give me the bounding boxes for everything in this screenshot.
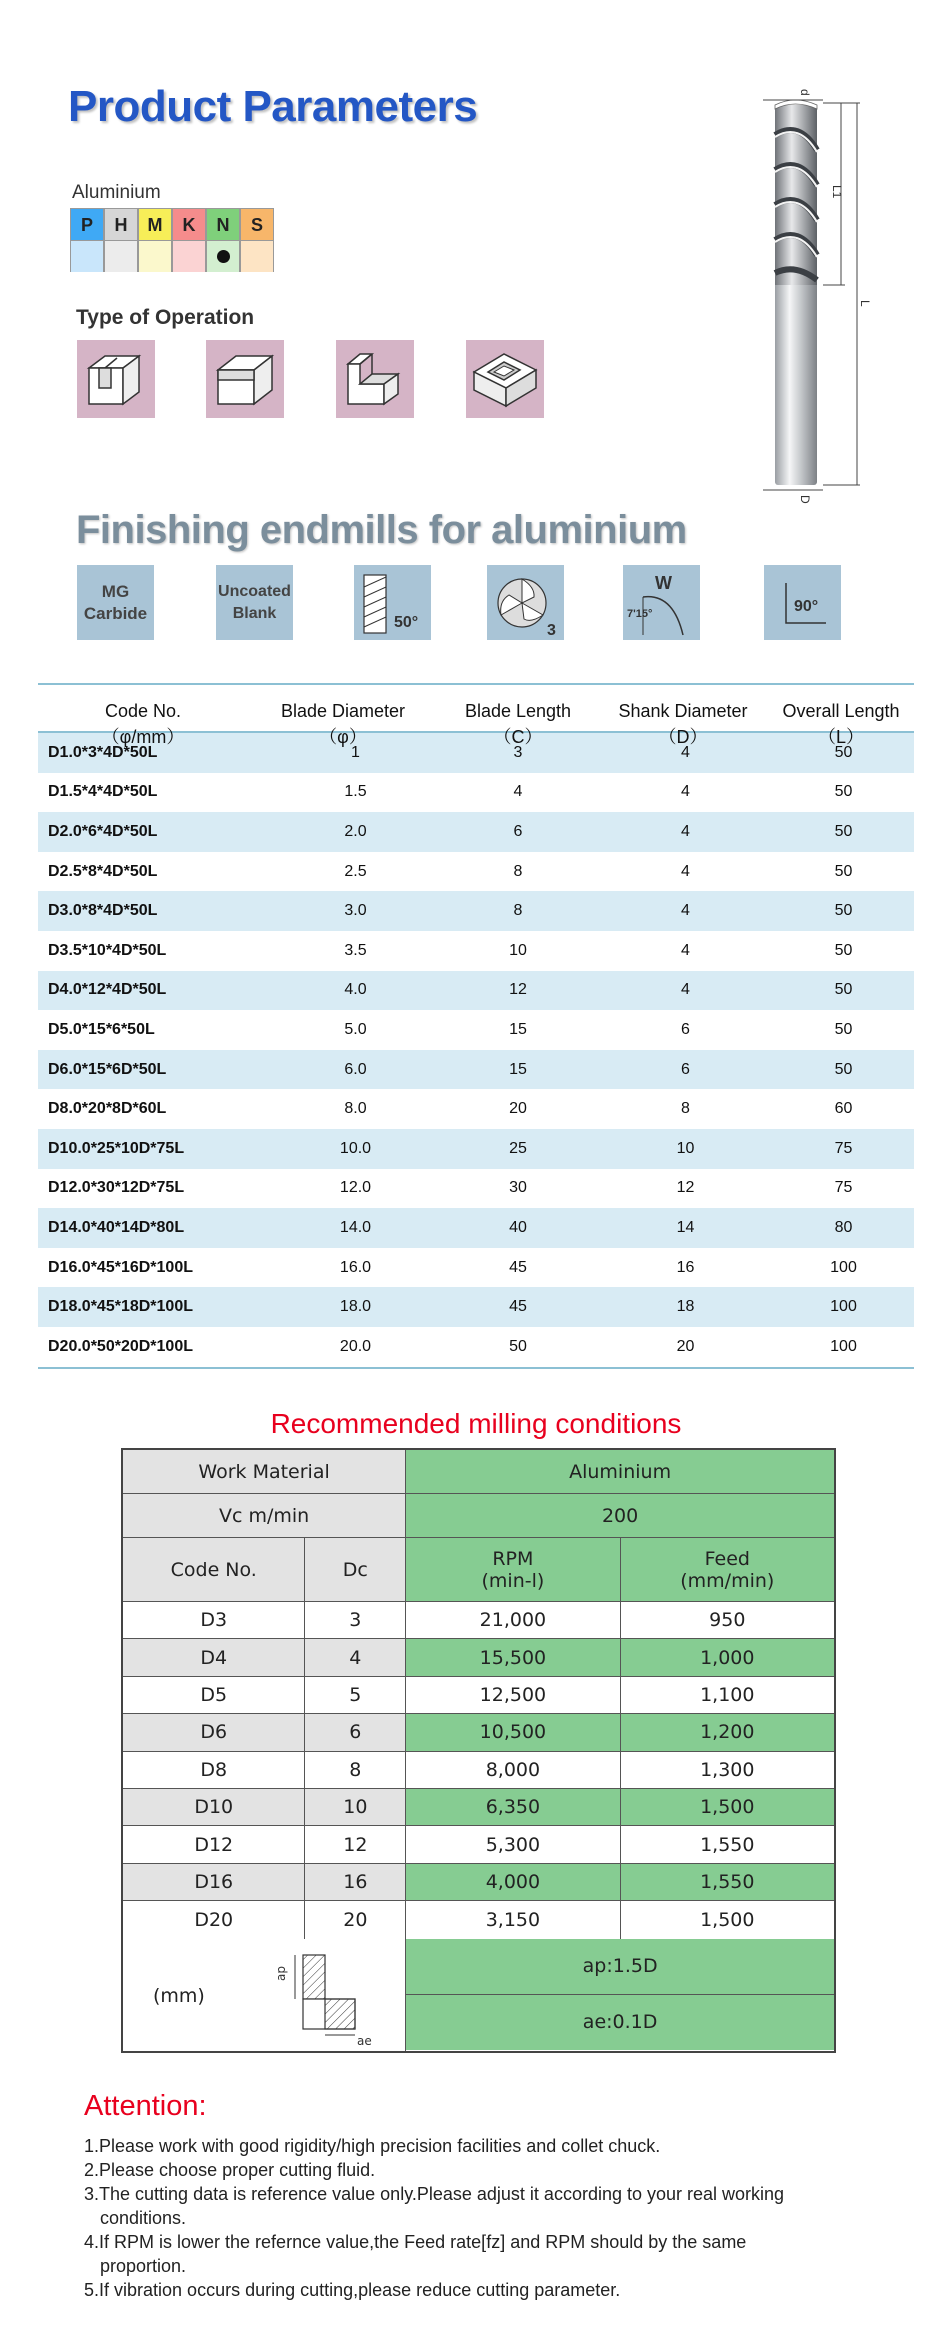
table-cell: 60: [834, 1100, 853, 1118]
iso-letter: M: [139, 209, 171, 241]
table-cell: 50: [509, 1337, 527, 1355]
vc-label: Vc m/min: [123, 1494, 406, 1537]
table-cell: 10: [676, 1139, 695, 1157]
table-cell: 4: [681, 822, 690, 840]
table-cell: D1.0*3*4D*50L: [48, 743, 158, 761]
attention-item: [84, 2158, 375, 2182]
table-cell: D20: [123, 1901, 305, 1938]
attention-line: 1.Please work with good rigidity/high precision facilities and collet chuck.: [84, 2136, 661, 2156]
table-cell: D4: [123, 1639, 305, 1675]
table-cell: D16.0*45*16D*100L: [48, 1258, 193, 1276]
coating-line1: Uncoated: [218, 582, 291, 600]
table-cell: D12.0*30*12D*75L: [48, 1179, 185, 1197]
helix-angle-icon: [354, 565, 431, 640]
table-cell: D10: [123, 1789, 305, 1825]
iso-group-s: [240, 208, 274, 272]
table-row: [123, 1677, 834, 1714]
table-cell: D3: [123, 1602, 305, 1638]
table-row: [38, 1287, 914, 1327]
table-cell: 50: [834, 902, 853, 920]
milling-conditions-table: [121, 1448, 836, 2053]
table-row: [38, 1169, 914, 1209]
table-row: [38, 1327, 914, 1367]
table-row: [123, 1639, 834, 1676]
table-cell: D18.0*45*18D*100L: [48, 1298, 193, 1316]
carbide-line1: MG: [101, 581, 130, 601]
ap-label: ap: [274, 1965, 288, 1981]
mm-label: (mm): [153, 1984, 205, 2007]
table-cell: 8: [305, 1752, 406, 1788]
table-cell: 14.0: [339, 1218, 372, 1236]
specification-table: [38, 683, 914, 1369]
drawing-label-l1: L1: [830, 185, 844, 199]
table-cell: D14.0*40*14D*80L: [48, 1218, 185, 1236]
table-row: [38, 1208, 914, 1248]
table-cell: 50: [834, 941, 853, 959]
table-cell: 4.0: [344, 981, 367, 999]
table-cell: 12.0: [339, 1179, 372, 1197]
iso-suitability-cell: [241, 241, 273, 272]
table-row: [38, 931, 914, 971]
table-cell: 10.0: [339, 1139, 372, 1157]
material-label: Aluminium: [72, 182, 161, 203]
table-cell: D20.0*50*20D*100L: [48, 1337, 193, 1355]
table-cell: 30: [509, 1179, 527, 1197]
iso-suitability-cell: [173, 241, 205, 272]
suitable-dot-icon: [217, 250, 230, 263]
table-cell: 4: [681, 941, 690, 959]
depth-diagram: [123, 1939, 406, 2051]
three-flute-icon: [487, 565, 564, 640]
iso-group-k: [172, 208, 206, 272]
depth-values: [406, 1939, 834, 2051]
table-row: [38, 812, 914, 852]
carbide-line2: Carbide: [83, 603, 148, 623]
table-row: [123, 1752, 834, 1789]
table-cell: D4.0*12*4D*50L: [48, 981, 167, 999]
table-row: [38, 1010, 914, 1050]
table-cell: 20: [676, 1337, 695, 1355]
table-cell: 6: [305, 1714, 406, 1750]
table-cell: 15: [509, 1060, 527, 1078]
product-subtitle: Finishing endmills for aluminium: [76, 508, 687, 552]
spec-body: [38, 733, 914, 1367]
header-code: Code No. （φ/mm）: [101, 701, 185, 747]
iso-suitability-cell: [139, 241, 171, 272]
header-overall-length: Overall Length （L）: [782, 701, 900, 747]
table-cell: 5.0: [344, 1020, 367, 1038]
table-cell: 12,500: [406, 1677, 620, 1713]
attention-title: Attention:: [84, 2090, 207, 2122]
table-cell: 100: [830, 1258, 857, 1276]
table-cell: 4: [681, 981, 690, 999]
page-title: Product Parameters: [68, 82, 478, 131]
attention-item: [84, 2278, 620, 2302]
table-cell: 1: [351, 743, 360, 761]
table-cell: 950: [621, 1602, 834, 1638]
table-cell: 3.5: [344, 941, 367, 959]
table-cell: 25: [509, 1139, 527, 1157]
attention-item: [84, 2134, 660, 2158]
table-cell: D1.5*4*4D*50L: [48, 783, 158, 801]
header-blade-length: Blade Length （C）: [464, 701, 572, 747]
iso-suitability-cell: [105, 241, 137, 272]
table-cell: 15: [509, 1020, 527, 1038]
rec-body: [123, 1602, 834, 1939]
table-cell: D5.0*15*6*50L: [48, 1020, 155, 1038]
iso-letter: H: [105, 209, 137, 241]
table-cell: 6: [513, 822, 523, 840]
table-cell: D6.0*15*6D*50L: [48, 1060, 167, 1078]
table-cell: 50: [834, 783, 853, 801]
iso-group-h: [104, 208, 138, 272]
table-cell: D10.0*25*10D*75L: [48, 1139, 185, 1157]
end-angle-value: 90°: [794, 598, 819, 615]
table-cell: 6: [681, 1020, 690, 1038]
table-cell: 20.0: [339, 1337, 372, 1355]
attention-line: 2.Please choose proper cutting fluid.: [84, 2160, 376, 2180]
table-cell: 10,500: [406, 1714, 620, 1750]
pocketing-icon: [466, 340, 544, 418]
table-cell: D3.0*8*4D*50L: [48, 902, 158, 920]
table-cell: 4: [681, 743, 690, 761]
cutting-depth-row: [123, 1939, 834, 2051]
vc-row: [123, 1494, 834, 1538]
table-cell: D5: [123, 1677, 305, 1713]
table-cell: D3.5*10*4D*50L: [48, 941, 167, 959]
table-cell: 10: [305, 1789, 406, 1825]
table-row: [123, 1714, 834, 1751]
table-row: [123, 1826, 834, 1863]
table-row: [38, 1129, 914, 1169]
header-shank-diameter: Shank Diameter （D）: [618, 701, 748, 747]
table-cell: 4: [305, 1639, 406, 1675]
table-cell: 3: [305, 1602, 406, 1638]
table-cell: 12: [509, 981, 527, 999]
table-cell: 80: [834, 1218, 853, 1236]
iso-group-p: [70, 208, 104, 272]
end-angle-icon: [764, 565, 841, 640]
table-cell: 21,000: [406, 1602, 620, 1638]
table-cell: 20: [509, 1100, 527, 1118]
table-row: [123, 1602, 834, 1639]
table-cell: 100: [830, 1298, 857, 1316]
attention-line-continued: proportion.: [100, 2256, 187, 2276]
table-cell: 8: [681, 1100, 690, 1118]
table-cell: 50: [834, 1060, 853, 1078]
coating-line2: Blank: [232, 604, 277, 622]
table-cell: 1,550: [621, 1864, 834, 1900]
table-cell: 16.0: [339, 1258, 372, 1276]
table-cell: 12: [305, 1826, 406, 1862]
flute-count: 3: [547, 622, 556, 639]
iso-letter: P: [71, 209, 103, 241]
table-cell: 5,300: [406, 1826, 620, 1862]
attention-line: 5.If vibration occurs during cutting,please reduce cutting parameter.: [84, 2280, 621, 2300]
side-milling-icon: [206, 340, 284, 418]
table-cell: 3: [513, 743, 523, 761]
iso-letter: S: [241, 209, 273, 241]
spec-header-row: [38, 685, 914, 747]
table-cell: 8,000: [406, 1752, 620, 1788]
table-cell: 1.5: [344, 783, 367, 801]
table-cell: 75: [834, 1179, 853, 1197]
iso-letter: K: [173, 209, 205, 241]
table-cell: 1,300: [621, 1752, 834, 1788]
table-cell: 1,100: [621, 1677, 834, 1713]
table-cell: 3,150: [406, 1901, 620, 1938]
table-cell: 4: [513, 783, 523, 801]
table-cell: 14: [676, 1218, 695, 1236]
table-row: [38, 1089, 914, 1129]
attention-line-continued: conditions.: [100, 2208, 187, 2228]
table-cell: 100: [830, 1337, 857, 1355]
endmill-drawing: [755, 75, 875, 510]
iso-letter: N: [207, 209, 239, 241]
table-cell: 8: [513, 862, 523, 880]
table-cell: D8.0*20*8D*60L: [48, 1100, 167, 1118]
ap-ae-diagram-icon: [273, 1947, 383, 2047]
table-cell: 8: [513, 902, 523, 920]
table-row: [38, 852, 914, 892]
table-cell: D16: [123, 1864, 305, 1900]
table-cell: 5: [305, 1677, 406, 1713]
table-cell: D8: [123, 1752, 305, 1788]
step-milling-icon: [336, 340, 414, 418]
table-cell: 2.0: [344, 822, 367, 840]
table-cell: D2.0*6*4D*50L: [48, 822, 158, 840]
table-cell: 40: [509, 1218, 527, 1236]
drawing-label-d2: D: [798, 495, 812, 504]
ap-value: ap:1.5D: [406, 1939, 834, 1995]
drawing-label-d: d: [798, 89, 812, 96]
table-cell: 6,350: [406, 1789, 620, 1825]
w-label: W: [655, 573, 672, 593]
table-cell: 50: [834, 862, 853, 880]
w-geometry-icon: [623, 565, 700, 640]
attention-line: 4.If RPM is lower the refernce value,the Feed rate[fz] and RPM should by the same: [84, 2232, 747, 2252]
table-cell: 1,000: [621, 1639, 834, 1675]
table-cell: 20: [305, 1901, 406, 1938]
table-cell: 50: [834, 822, 853, 840]
table-cell: 45: [509, 1298, 527, 1316]
uncoated-badge: [216, 565, 293, 640]
table-row: [38, 891, 914, 931]
table-row: [38, 1248, 914, 1288]
table-cell: 1,200: [621, 1714, 834, 1750]
table-cell: 10: [509, 941, 527, 959]
table-cell: 50: [834, 743, 853, 761]
table-cell: 15,500: [406, 1639, 620, 1675]
table-cell: 18.0: [339, 1298, 372, 1316]
table-cell: 4: [681, 862, 690, 880]
table-row: [38, 1050, 914, 1090]
table-row: [123, 1789, 834, 1826]
table-cell: D2.5*8*4D*50L: [48, 862, 158, 880]
attention-item: [84, 2230, 746, 2278]
slotting-icon: [77, 340, 155, 418]
table-cell: 3.0: [344, 902, 367, 920]
table-cell: 16: [305, 1864, 406, 1900]
iso-group-m: [138, 208, 172, 272]
carbide-material-badge: [77, 565, 154, 640]
drawing-label-l: L: [858, 300, 872, 307]
table-cell: 1,500: [621, 1789, 834, 1825]
rec-header-row: [123, 1538, 834, 1602]
table-cell: 8.0: [344, 1100, 367, 1118]
table-cell: D6: [123, 1714, 305, 1750]
table-cell: 18: [676, 1298, 695, 1316]
table-cell: 4: [681, 783, 690, 801]
rpm-header: RPM (min-l): [406, 1538, 620, 1601]
helix-angle-value: 50°: [394, 614, 419, 631]
ae-value: ae:0.1D: [406, 1995, 834, 2050]
table-row: [123, 1864, 834, 1901]
dc-label: Dc: [305, 1538, 406, 1601]
work-material-value: Aluminium: [406, 1450, 834, 1493]
table-cell: 6.0: [344, 1060, 367, 1078]
attention-line: 3.The cutting data is reference value only.Please adjust it according to your real working: [84, 2184, 785, 2204]
table-row: [38, 971, 914, 1011]
operation-title: Type of Operation: [76, 306, 255, 329]
recommended-conditions-title: Recommended milling conditions: [270, 1408, 682, 1439]
table-cell: 75: [834, 1139, 853, 1157]
work-material-label: Work Material: [123, 1450, 406, 1493]
table-cell: D12: [123, 1826, 305, 1862]
w-angle: 7'15°: [627, 608, 653, 620]
table-cell: 4,000: [406, 1864, 620, 1900]
vc-value: 200: [406, 1494, 834, 1537]
iso-group-n: [206, 208, 240, 272]
table-cell: 2.5: [344, 862, 367, 880]
feed-header: Feed (mm/min): [621, 1538, 834, 1601]
table-cell: 1,500: [621, 1901, 834, 1938]
table-cell: 45: [509, 1258, 527, 1276]
table-row: [38, 773, 914, 813]
code-label: Code No.: [123, 1538, 305, 1601]
work-material-row: [123, 1450, 834, 1494]
table-cell: 12: [676, 1179, 695, 1197]
table-cell: 1,550: [621, 1826, 834, 1862]
table-row: [123, 1901, 834, 1938]
iso-suitability-cell: [71, 241, 103, 272]
header-blade-diameter: Blade Diameter （φ）: [280, 701, 406, 747]
attention-item: [84, 2182, 784, 2230]
ae-label: ae: [357, 2033, 372, 2047]
table-cell: 50: [834, 1020, 853, 1038]
table-cell: 6: [681, 1060, 690, 1078]
table-cell: 16: [676, 1258, 695, 1276]
iso-suitability-cell: [207, 241, 239, 272]
table-cell: 4: [681, 902, 690, 920]
table-cell: 50: [834, 981, 853, 999]
